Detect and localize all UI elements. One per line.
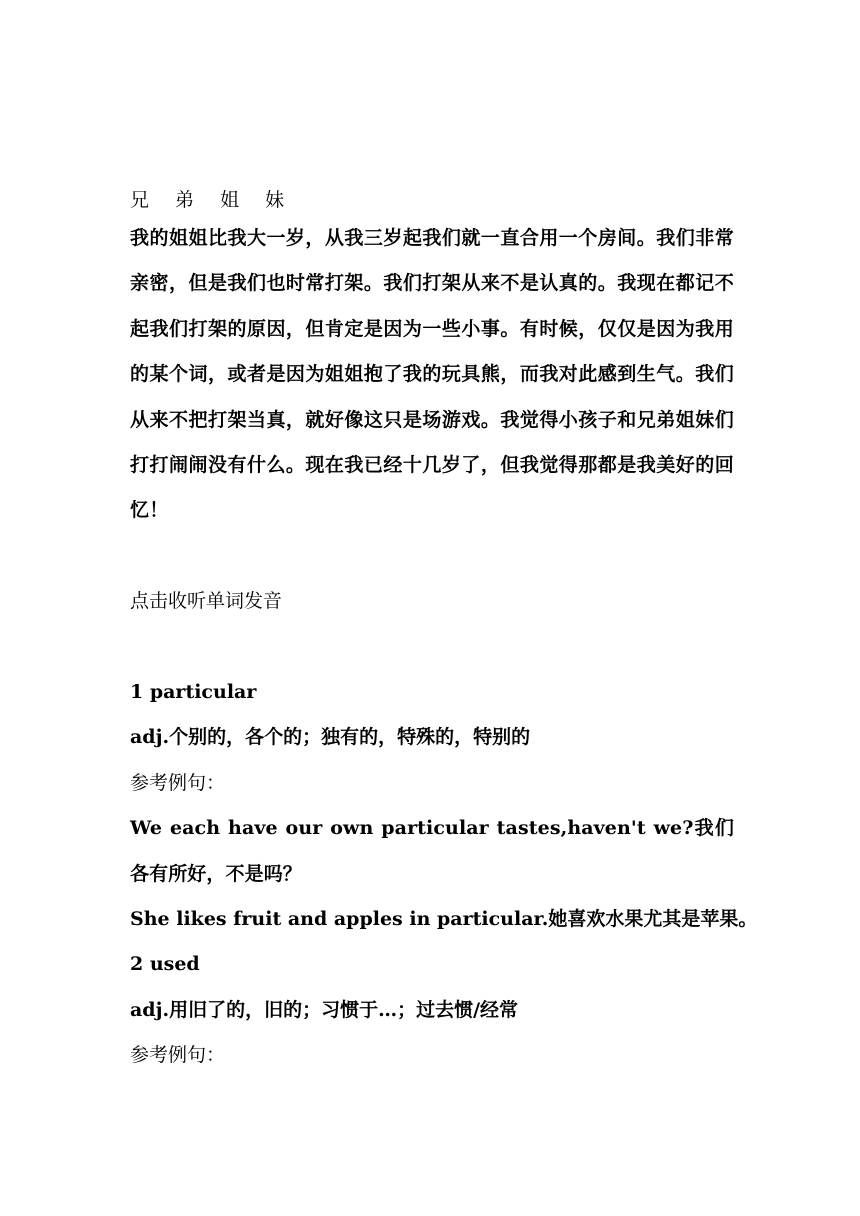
- word-entry: [130, 942, 734, 1078]
- article-title: 兄 弟 姐 妹: [130, 189, 295, 211]
- blank-line: [130, 625, 734, 670]
- word-definition: adj.个别的，各个的；独有的，特殊的，特别的: [130, 726, 531, 749]
- word-definition: adj.用旧了的，旧的；习惯于…；过去惯/经常: [130, 998, 519, 1021]
- examples-label: 参考例句：: [130, 771, 226, 794]
- examples-label: 参考例句：: [130, 1044, 226, 1067]
- example-sentence: We each have our own particular tastes,haven't we?我们各有所好，不是吗？: [130, 817, 734, 885]
- word-entry: [130, 670, 758, 942]
- listen-prompt[interactable]: 点击收听单词发音: [130, 590, 283, 613]
- blank-line: [130, 534, 734, 579]
- word-heading: 2 used: [130, 953, 200, 976]
- story-paragraph: 我的姐姐比我大一岁，从我三岁起我们就一直合用一个房间。我们非常亲密，但是我们也时常打架。我们打架从来不是认真的。我现在都记不起我们打架的原因，但肯定是因为一些小事。有时候，仅仅是因为我用的某个词，或者是因为姐姐抱了我的玩具熊，而我对此感到生气。我们从来不把打架当真，就好像这只是场游戏。我觉得小孩子和兄弟姐妹们打打闹闹没有什么。现在我已经十几岁了，但我觉得那都是我美好的回忆！: [130, 227, 734, 522]
- example-sentence: She likes fruit and apples in particular.她喜欢水果尤其是苹果。: [130, 908, 758, 930]
- document-content: [130, 184, 758, 1079]
- word-heading: 1 particular: [130, 681, 257, 704]
